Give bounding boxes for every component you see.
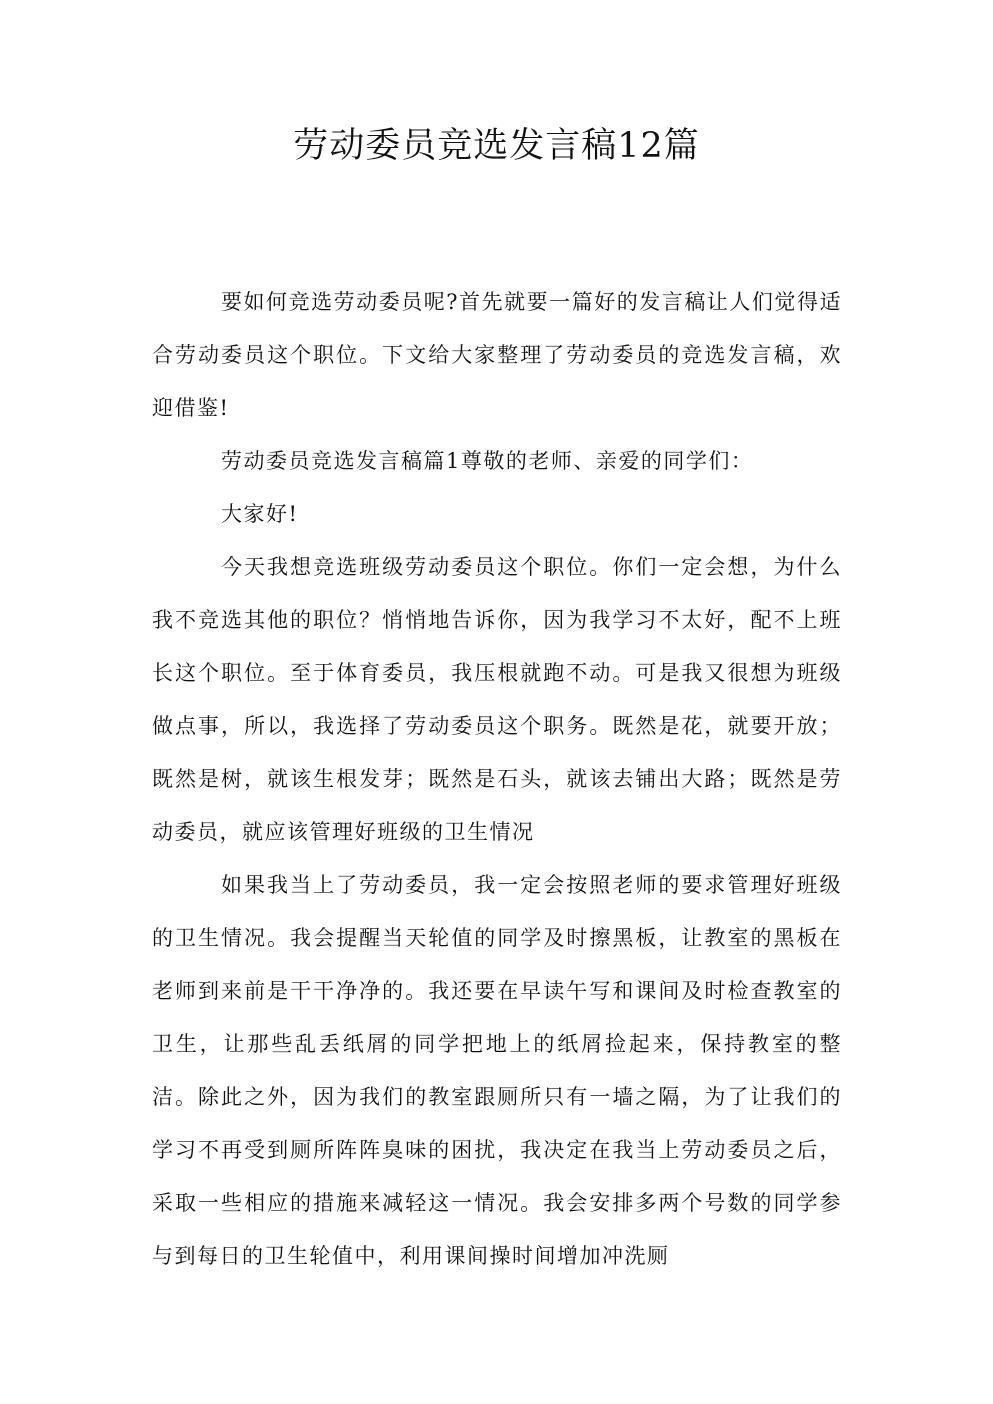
paragraph-reason: 今天我想竞选班级劳动委员这个职位。你们一定会想，为什么我不竞选其他的职位？悄悄地告诉你，因为我学习不太好，配不上班长这个职位。至于体育委员，我压根就跑不动。可是我又很想为班级做点事，所以，我选择了劳动委员这个职务。既然是花，就要开放；既然是树，就该生根发芽；既然是石头，就该去铺出大路；既然是劳动委员，就应该管理好班级的卫生情况 [152, 555, 842, 844]
document-title: 劳动委员竞选发言稿12篇 [293, 126, 700, 166]
paragraph-intro: 要如何竞选劳动委员呢?首先就要一篇好的发言稿让人们觉得适合劳动委员这个职位。下文给大家整理了劳动委员的竞选发言稿，欢迎借鉴! [152, 290, 842, 420]
document-body [152, 276, 842, 1283]
paragraph-greeting: 大家好! [221, 502, 299, 526]
paragraph-plan: 如果我当上了劳动委员，我一定会按照老师的要求管理好班级的卫生情况。我会提醒当天轮值的同学及时擦黑板，让教室的黑板在老师到来前是干干净净的。我还要在早读午写和课间及时检查教室的卫生，让那些乱丢纸屑的同学把地上的纸屑捡起来，保持教室的整洁。除此之外，因为我们的教室跟厕所只有一墙之隔，为了让我们的学习不再受到厕所阵阵臭味的困扰，我决定在我当上劳动委员之后，采取一些相应的措施来减轻这一情况。我会安排多两个号数的同学参与到每日的卫生轮值中，利用课间操时间增加冲洗厕 [152, 873, 842, 1268]
paragraph-speech-heading: 劳动委员竞选发言稿篇1尊敬的老师、亲爱的同学们： [221, 449, 754, 473]
